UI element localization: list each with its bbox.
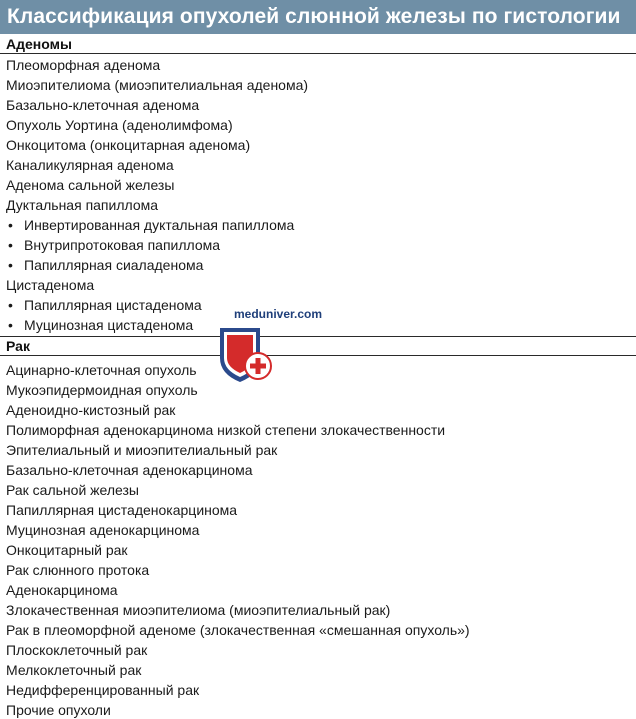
list-item-text: Аденома сальной железы	[6, 177, 175, 193]
list-item-text: Плеоморфная аденома	[6, 57, 161, 73]
list-item	[0, 660, 470, 680]
list-item-text: Прочие опухоли	[6, 702, 111, 718]
list-item	[0, 55, 308, 75]
list-item-text: Папиллярная сиаладенома	[24, 257, 204, 273]
list-item-text: Дуктальная папиллома	[6, 197, 159, 213]
list-item-text: Онкоцитома (онкоцитарная аденома)	[6, 137, 251, 153]
list-item	[0, 255, 308, 275]
list-item	[0, 580, 470, 600]
list-item-text: Папиллярная цистаденома	[24, 297, 202, 313]
list-item	[0, 235, 308, 255]
list-item-text: Инвертированная дуктальная папиллома	[24, 217, 295, 233]
list-item	[0, 115, 308, 135]
list-item-text: Злокачественная миоэпителиома (миоэпителиальный рак)	[6, 602, 391, 618]
adenoma-list	[0, 55, 308, 335]
list-item-text: Мелкоклеточный рак	[6, 662, 142, 678]
list-item	[0, 135, 308, 155]
list-item-text: Плоскоклеточный рак	[6, 642, 148, 658]
list-item	[0, 640, 470, 660]
list-item-text: Рак сальной железы	[6, 482, 139, 498]
list-item-text: Муцинозная аденокарцинома	[6, 522, 200, 538]
list-item	[0, 75, 308, 95]
bullet-icon: •	[8, 297, 13, 313]
list-item	[0, 400, 470, 420]
list-item	[0, 700, 470, 719]
list-item	[0, 155, 308, 175]
list-item	[0, 500, 470, 520]
watermark-text: meduniver.com	[234, 307, 323, 321]
bullet-icon: •	[8, 237, 13, 253]
list-item	[0, 420, 470, 440]
list-item-text: Базально-клеточная аденома	[6, 97, 200, 113]
section-title: Рак	[6, 338, 30, 354]
list-item	[0, 275, 308, 295]
list-item-text: Опухоль Уортина (аденолимфома)	[6, 117, 233, 133]
list-item	[0, 460, 470, 480]
list-item	[0, 195, 308, 215]
list-item-text: Внутрипротоковая папиллома	[24, 237, 221, 253]
bullet-icon: •	[8, 257, 13, 273]
list-item	[0, 600, 470, 620]
list-item-text: Рак слюнного протока	[6, 562, 150, 578]
list-item	[0, 175, 308, 195]
section-title: Аденомы	[6, 35, 72, 52]
bullet-icon: •	[8, 317, 13, 333]
list-item	[0, 440, 470, 460]
list-item-text: Мукоэпидермоидная опухоль	[6, 382, 198, 398]
list-item	[0, 520, 470, 540]
list-item	[0, 480, 470, 500]
list-item-text: Недифференцированный рак	[6, 682, 200, 698]
list-item	[0, 620, 470, 640]
title-bar	[0, 0, 636, 34]
list-item-text: Муцинозная цистаденома	[24, 317, 194, 333]
cancer-list	[0, 360, 470, 719]
list-item-text: Ацинарно-клеточная опухоль	[6, 362, 197, 378]
list-item	[0, 560, 470, 580]
list-item-text: Полиморфная аденокарцинома низкой степени злокачественности	[6, 422, 446, 438]
list-item-text: Цистаденома	[6, 277, 95, 293]
list-item-text: Аденокарцинома	[6, 582, 118, 598]
list-item-text: Папиллярная цистаденокарцинома	[6, 502, 238, 518]
list-item-text: Рак в плеоморфной аденоме (злокачественная «смешанная опухоль»)	[6, 622, 470, 638]
list-item-text: Онкоцитарный рак	[6, 542, 128, 558]
list-item-text: Миоэпителиома (миоэпителиальная аденома)	[6, 77, 309, 93]
section-header-adenomas	[0, 34, 636, 54]
list-item	[0, 680, 470, 700]
list-item	[0, 215, 308, 235]
list-item	[0, 540, 470, 560]
list-item	[0, 95, 308, 115]
bullet-icon: •	[8, 217, 13, 233]
list-item-text: Каналикулярная аденома	[6, 157, 174, 173]
section-header-cancer	[0, 336, 636, 356]
list-item-text: Аденоидно-кистозный рак	[6, 402, 176, 418]
page-title: Классификация опухолей слюнной железы по гистологии	[7, 5, 621, 28]
list-item-text: Базально-клеточная аденокарцинома	[6, 462, 253, 478]
list-item-text: Эпителиальный и миоэпителиальный рак	[6, 442, 278, 458]
